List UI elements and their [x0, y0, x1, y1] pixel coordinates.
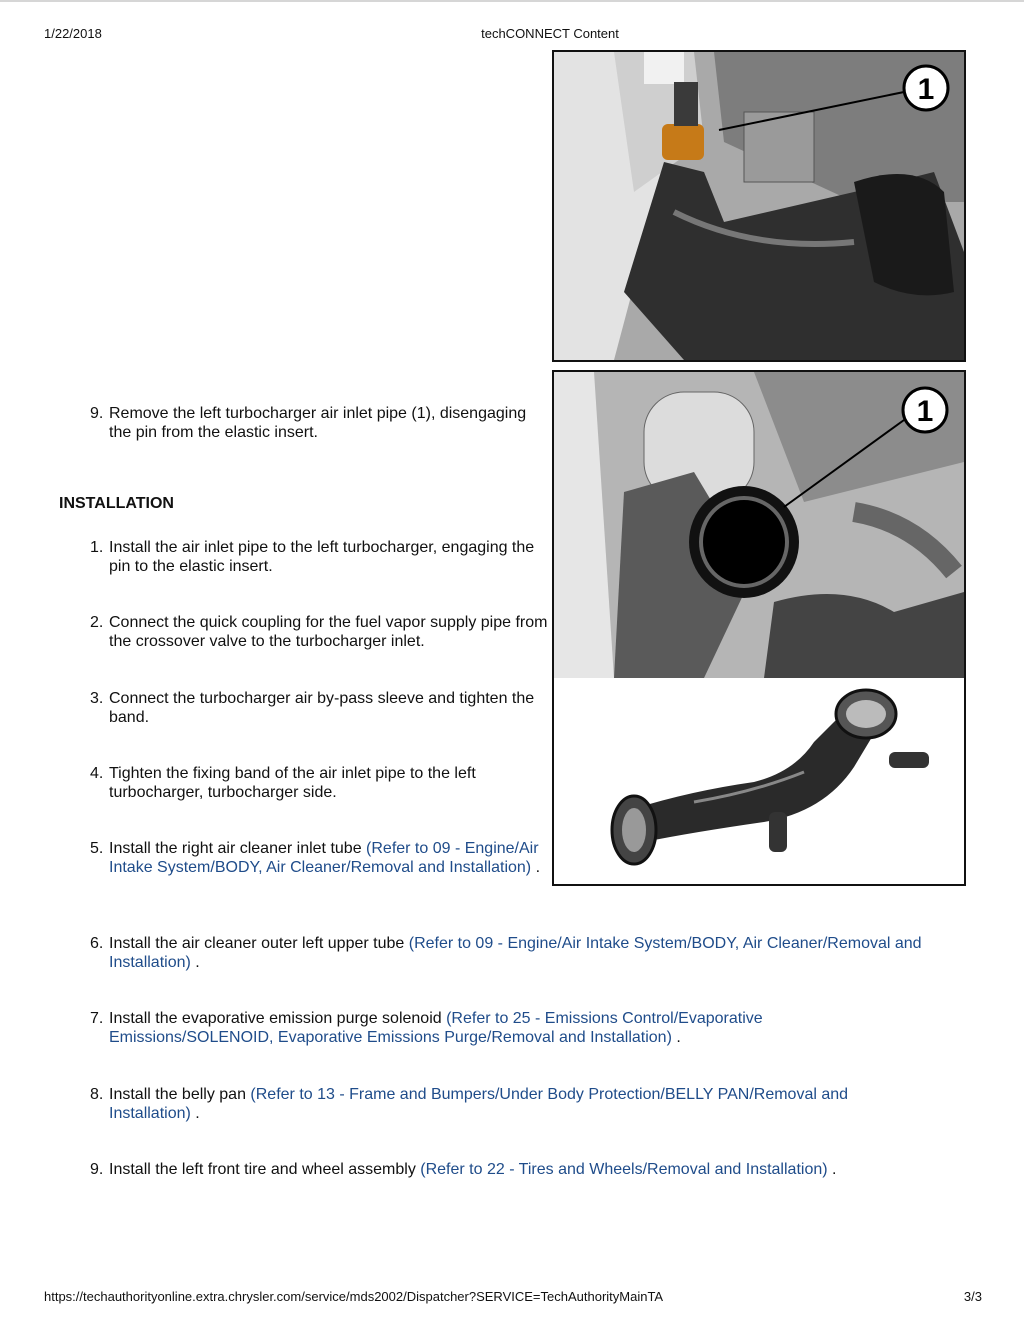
cross-reference-link[interactable]: (Refer to 09 - Engine/Air Intake System/BODY, Air Cleaner/Removal and Installation) [109, 840, 539, 876]
print-date: 1/22/2018 [44, 26, 102, 41]
step-number: 8. [90, 1086, 104, 1103]
step-suffix: . [671, 1029, 681, 1046]
step-text: Install the left front tire and wheel assembly [109, 1161, 421, 1178]
page-number: 3/3 [963, 1289, 982, 1304]
step-text: Connect the quick coupling for the fuel vapor supply pipe from the crossover valve to the turbocharger inlet. [109, 614, 548, 650]
step-text: Remove the left turbocharger air inlet pipe (1), disengaging the pin from the elastic insert. [109, 405, 527, 441]
install-step-6 [90, 934, 980, 972]
removal-step-9 [90, 404, 550, 442]
step-number: 6. [90, 935, 104, 952]
page-url: https://techauthorityonline.extra.chrysler.com/service/mds2002/Dispatcher?SERVICE=TechAuthorityMainTA [44, 1289, 664, 1304]
cross-reference-link[interactable]: (Refer to 25 - Emissions Control/Evaporative Emissions/SOLENOID, Evaporative Emissions Purge/Removal and Installation) [109, 1010, 763, 1046]
step-text: Install the air cleaner outer left upper tube [109, 935, 409, 952]
cross-reference-link[interactable]: (Refer to 22 - Tires and Wheels/Removal and Installation) [420, 1161, 828, 1178]
step-text: Install the evaporative emission purge solenoid [109, 1010, 447, 1027]
step-number: 1. [90, 539, 104, 556]
callout-number-middle: 1 [916, 395, 934, 428]
figure-inlet-pipe-top [552, 50, 966, 362]
cross-reference-link[interactable]: (Refer to 09 - Engine/Air Intake System/BODY, Air Cleaner/Removal and Installation) [109, 935, 922, 971]
step-text: Install the air inlet pipe to the left turbocharger, engaging the pin to the elastic insert. [109, 539, 535, 575]
step-text: Connect the turbocharger air by-pass sleeve and tighten the band. [109, 690, 535, 726]
install-step-4 [90, 764, 550, 802]
install-step-3 [90, 689, 550, 727]
step-suffix: . [827, 1161, 837, 1178]
step-text: Tighten the fixing band of the air inlet pipe to the left turbocharger, turbocharger side. [109, 765, 476, 801]
step-number: 9. [90, 405, 104, 422]
step-number: 3. [90, 690, 104, 707]
top-border [0, 0, 1024, 2]
cross-reference-link[interactable]: (Refer to 13 - Frame and Bumpers/Under Body Protection/BELLY PAN/Removal and Installation) [109, 1086, 849, 1122]
step-suffix: . [531, 859, 541, 876]
install-step-2 [90, 613, 550, 651]
install-step-5 [90, 839, 550, 877]
step-number: 7. [90, 1010, 104, 1027]
step-text: Install the right air cleaner inlet tube [109, 840, 367, 857]
page-title: techCONNECT Content [481, 26, 619, 41]
step-number: 5. [90, 840, 104, 857]
step-number: 2. [90, 614, 104, 631]
step-number: 4. [90, 765, 104, 782]
step-suffix: . [190, 954, 200, 971]
install-step-7 [90, 1009, 810, 1047]
install-step-1 [90, 538, 550, 576]
step-suffix: . [190, 1105, 200, 1122]
installation-heading: INSTALLATION [59, 495, 174, 512]
figure-inlet-pipe-location [552, 370, 966, 886]
install-step-9 [90, 1160, 980, 1179]
step-text: Install the belly pan [109, 1086, 251, 1103]
step-number: 9. [90, 1161, 104, 1178]
part-illustration [612, 690, 929, 864]
install-step-8 [90, 1085, 900, 1123]
callout-number-top: 1 [917, 73, 935, 106]
